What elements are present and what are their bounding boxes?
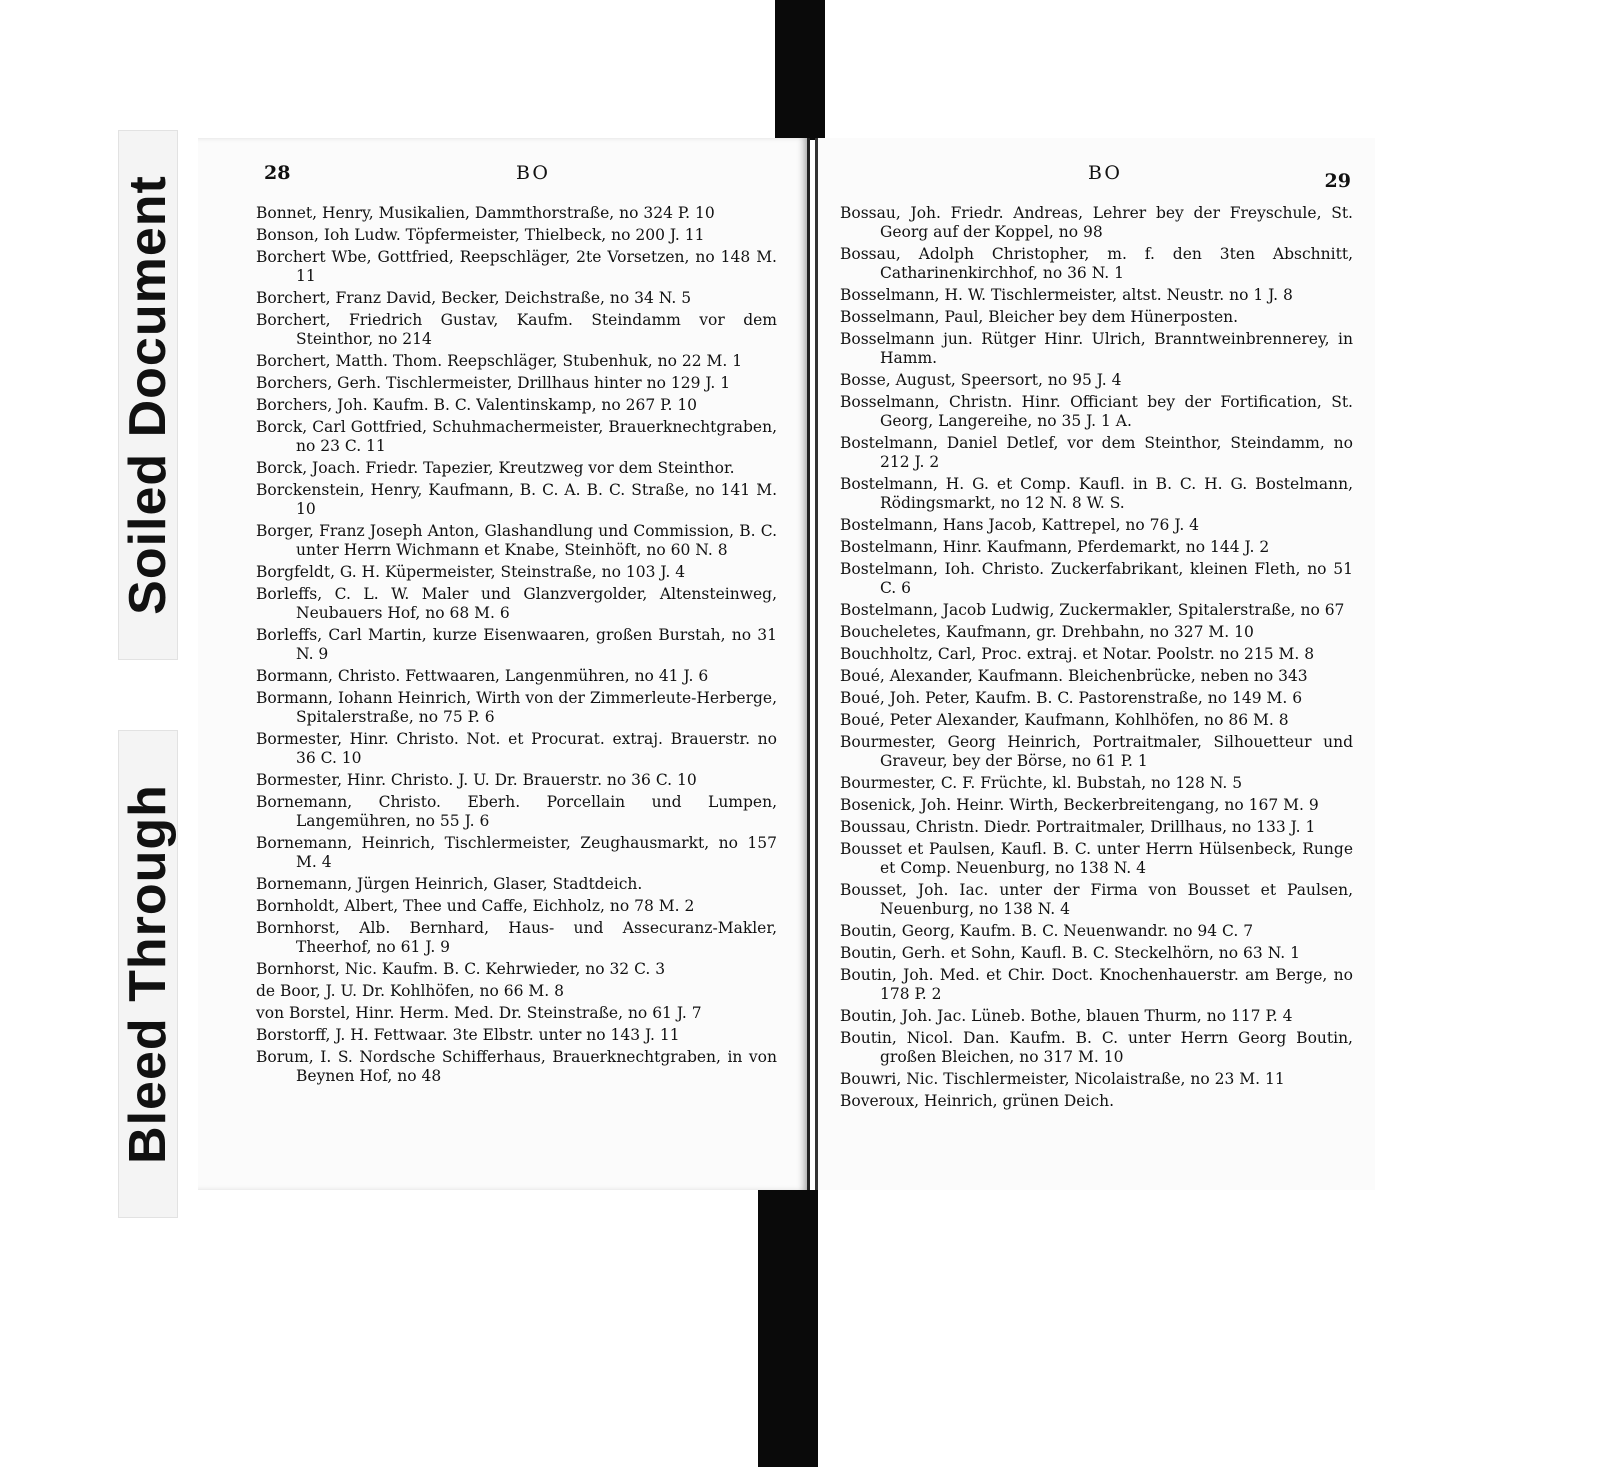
directory-entry: Bouchholtz, Carl, Proc. extraj. et Notar. Poolstr. no 215 M. 8 bbox=[840, 645, 1315, 663]
right-entry-list bbox=[840, 204, 1353, 1114]
label-strip-soiled bbox=[118, 130, 178, 660]
directory-entry: Bosselmann jun. Rütger Hinr. Ulrich, Branntweinbrennerey, in Hamm. bbox=[840, 330, 1353, 367]
directory-entry: von Borstel, Hinr. Herm. Med. Dr. Steinstraße, no 61 J. 7 bbox=[256, 1004, 702, 1022]
directory-entry: Bornemann, Jürgen Heinrich, Glaser, Stadtdeich. bbox=[256, 875, 643, 893]
directory-entry: Bormester, Hinr. Christo. Not. et Procurat. extraj. Brauerstr. no 36 C. 10 bbox=[256, 730, 777, 767]
directory-entry: Boutin, Georg, Kaufm. B. C. Neuenwandr. no 94 C. 7 bbox=[840, 922, 1254, 940]
left-page-header bbox=[198, 138, 807, 202]
right-page bbox=[815, 138, 1375, 1190]
bleed-through-label: Bleed Through bbox=[119, 784, 177, 1164]
right-page-header bbox=[818, 138, 1375, 202]
directory-entry: Bosselmann, Christn. Hinr. Officiant bey der Fortification, St. Georg, Langereihe, no 35 J. 1 A. bbox=[840, 393, 1353, 430]
directory-entry: de Boor, J. U. Dr. Kohlhöfen, no 66 M. 8 bbox=[256, 982, 564, 1000]
directory-entry: Borleffs, C. L. W. Maler und Glanzvergolder, Altensteinweg, Neubauers Hof, no 68 M. 6 bbox=[256, 585, 777, 622]
directory-entry: Boutin, Nicol. Dan. Kaufm. B. C. unter Herrn Georg Boutin, großen Bleichen, no 317 M. 10 bbox=[840, 1029, 1353, 1066]
directory-entry: Borckenstein, Henry, Kaufmann, B. C. A. B. C. Straße, no 141 M. 10 bbox=[256, 481, 777, 518]
directory-entry: Bouwri, Nic. Tischlermeister, Nicolaistraße, no 23 M. 11 bbox=[840, 1070, 1285, 1088]
directory-entry: Borchert Wbe, Gottfried, Reepschläger, 2te Vorsetzen, no 148 M. 11 bbox=[256, 248, 777, 285]
directory-entry: Bousset, Joh. Iac. unter der Firma von Bousset et Paulsen, Neuenburg, no 138 N. 4 bbox=[840, 881, 1353, 918]
directory-entry: Bornemann, Christo. Eberh. Porcellain und Lumpen, Langemühren, no 55 J. 6 bbox=[256, 793, 777, 830]
right-page-number: 29 bbox=[1324, 170, 1351, 192]
directory-entry: Bostelmann, Jacob Ludwig, Zuckermakler, Spitalerstraße, no 67 bbox=[840, 601, 1345, 619]
soiled-document-label: Soiled Document bbox=[119, 175, 177, 615]
left-entry-list bbox=[256, 204, 777, 1089]
directory-entry: Borum, I. S. Nordsche Schifferhaus, Brauerknechtgraben, in von Beynen Hof, no 48 bbox=[256, 1048, 777, 1085]
directory-entry: Borgfeldt, G. H. Küpermeister, Steinstraße, no 103 J. 4 bbox=[256, 563, 686, 581]
directory-entry: Bostelmann, H. G. et Comp. Kaufl. in B. C. H. G. Bostelmann, Rödingsmarkt, no 12 N. 8 W. S. bbox=[840, 475, 1353, 512]
directory-entry: Borchert, Matth. Thom. Reepschläger, Stubenhuk, no 22 M. 1 bbox=[256, 352, 743, 370]
directory-entry: Boutin, Gerh. et Sohn, Kaufl. B. C. Steckelhörn, no 63 N. 1 bbox=[840, 944, 1300, 962]
directory-entry: Bourmester, C. F. Früchte, kl. Bubstah, no 128 N. 5 bbox=[840, 774, 1243, 792]
left-page bbox=[198, 138, 810, 1190]
directory-entry: Bostelmann, Daniel Detlef, vor dem Steinthor, Steindamm, no 212 J. 2 bbox=[840, 434, 1353, 471]
directory-entry: Borstorff, J. H. Fettwaar. 3te Elbstr. unter no 143 J. 11 bbox=[256, 1026, 680, 1044]
directory-entry: Borchert, Friedrich Gustav, Kaufm. Steindamm vor dem Steinthor, no 214 bbox=[256, 311, 777, 348]
directory-entry: Bossau, Adolph Christopher, m. f. den 3ten Abschnitt, Catharinenkirchhof, no 36 N. 1 bbox=[840, 245, 1353, 282]
directory-entry: Bormann, Iohann Heinrich, Wirth von der Zimmerleute-Herberge, Spitalerstraße, no 75 P. 6 bbox=[256, 689, 777, 726]
directory-entry: Bostelmann, Ioh. Christo. Zuckerfabrikant, kleinen Fleth, no 51 C. 6 bbox=[840, 560, 1353, 597]
directory-entry: Bourmester, Georg Heinrich, Portraitmaler, Silhouetteur und Graveur, bey der Börse, no 61 P. 1 bbox=[840, 733, 1353, 770]
directory-entry: Borger, Franz Joseph Anton, Glashandlung und Commission, B. C. unter Herrn Wichmann et Knabe, Steinhöft, no 60 N. 8 bbox=[256, 522, 777, 559]
left-page-number: 28 bbox=[264, 162, 291, 184]
directory-entry: Boucheletes, Kaufmann, gr. Drehbahn, no 327 M. 10 bbox=[840, 623, 1254, 641]
directory-entry: Bousset et Paulsen, Kaufl. B. C. unter Herrn Hülsenbeck, Runge et Comp. Neuenburg, no 138 N. 4 bbox=[840, 840, 1353, 877]
book-spine-top bbox=[775, 0, 825, 140]
directory-entry: Boveroux, Heinrich, grünen Deich. bbox=[840, 1092, 1115, 1110]
directory-entry: Boué, Alexander, Kaufmann. Bleichenbrücke, neben no 343 bbox=[840, 667, 1308, 685]
label-strip-bleed bbox=[118, 730, 178, 1218]
directory-entry: Bormann, Christo. Fettwaaren, Langenmühren, no 41 J. 6 bbox=[256, 667, 709, 685]
directory-entry: Bossau, Joh. Friedr. Andreas, Lehrer bey der Freyschule, St. Georg auf der Koppel, no 98 bbox=[840, 204, 1353, 241]
directory-entry: Bornemann, Heinrich, Tischlermeister, Zeughausmarkt, no 157 M. 4 bbox=[256, 834, 777, 871]
directory-entry: Borck, Carl Gottfried, Schuhmachermeister, Brauerknechtgraben, no 23 C. 11 bbox=[256, 418, 777, 455]
directory-entry: Boué, Peter Alexander, Kaufmann, Kohlhöfen, no 86 M. 8 bbox=[840, 711, 1289, 729]
directory-entry: Bonson, Ioh Ludw. Töpfermeister, Thielbeck, no 200 J. 11 bbox=[256, 226, 705, 244]
directory-entry: Boutin, Joh. Med. et Chir. Doct. Knochenhauerstr. am Berge, no 178 P. 2 bbox=[840, 966, 1353, 1003]
directory-entry: Boué, Joh. Peter, Kaufm. B. C. Pastorenstraße, no 149 M. 6 bbox=[840, 689, 1303, 707]
directory-entry: Borck, Joach. Friedr. Tapezier, Kreutzweg vor dem Steinthor. bbox=[256, 459, 735, 477]
right-running-head: BO bbox=[1088, 162, 1122, 184]
directory-entry: Borchert, Franz David, Becker, Deichstraße, no 34 N. 5 bbox=[256, 289, 692, 307]
left-running-head: BO bbox=[516, 162, 550, 184]
directory-entry: Bosse, August, Speersort, no 95 J. 4 bbox=[840, 371, 1122, 389]
directory-entry: Bostelmann, Hans Jacob, Kattrepel, no 76 J. 4 bbox=[840, 516, 1200, 534]
directory-entry: Borchers, Gerh. Tischlermeister, Drillhaus hinter no 129 J. 1 bbox=[256, 374, 731, 392]
directory-entry: Bonnet, Henry, Musikalien, Dammthorstraße, no 324 P. 10 bbox=[256, 204, 715, 222]
directory-entry: Borchers, Joh. Kaufm. B. C. Valentinskamp, no 267 P. 10 bbox=[256, 396, 698, 414]
directory-entry: Bormester, Hinr. Christo. J. U. Dr. Brauerstr. no 36 C. 10 bbox=[256, 771, 697, 789]
book-spine-bottom bbox=[758, 1190, 818, 1467]
directory-entry: Boutin, Joh. Jac. Lüneb. Bothe, blauen Thurm, no 117 P. 4 bbox=[840, 1007, 1293, 1025]
directory-entry: Bornholdt, Albert, Thee und Caffe, Eichholz, no 78 M. 2 bbox=[256, 897, 695, 915]
directory-entry: Boussau, Christn. Diedr. Portraitmaler, Drillhaus, no 133 J. 1 bbox=[840, 818, 1316, 836]
directory-entry: Bosselmann, Paul, Bleicher bey dem Hünerposten. bbox=[840, 308, 1239, 326]
directory-entry: Bosselmann, H. W. Tischlermeister, altst. Neustr. no 1 J. 8 bbox=[840, 286, 1293, 304]
directory-entry: Bosenick, Joh. Heinr. Wirth, Beckerbreitengang, no 167 M. 9 bbox=[840, 796, 1319, 814]
directory-entry: Bornhorst, Alb. Bernhard, Haus- und Assecuranz-Makler, Theerhof, no 61 J. 9 bbox=[256, 919, 777, 956]
directory-entry: Bostelmann, Hinr. Kaufmann, Pferdemarkt, no 144 J. 2 bbox=[840, 538, 1270, 556]
directory-entry: Bornhorst, Nic. Kaufm. B. C. Kehrwieder, no 32 C. 3 bbox=[256, 960, 666, 978]
directory-entry: Borleffs, Carl Martin, kurze Eisenwaaren, großen Burstah, no 31 N. 9 bbox=[256, 626, 777, 663]
